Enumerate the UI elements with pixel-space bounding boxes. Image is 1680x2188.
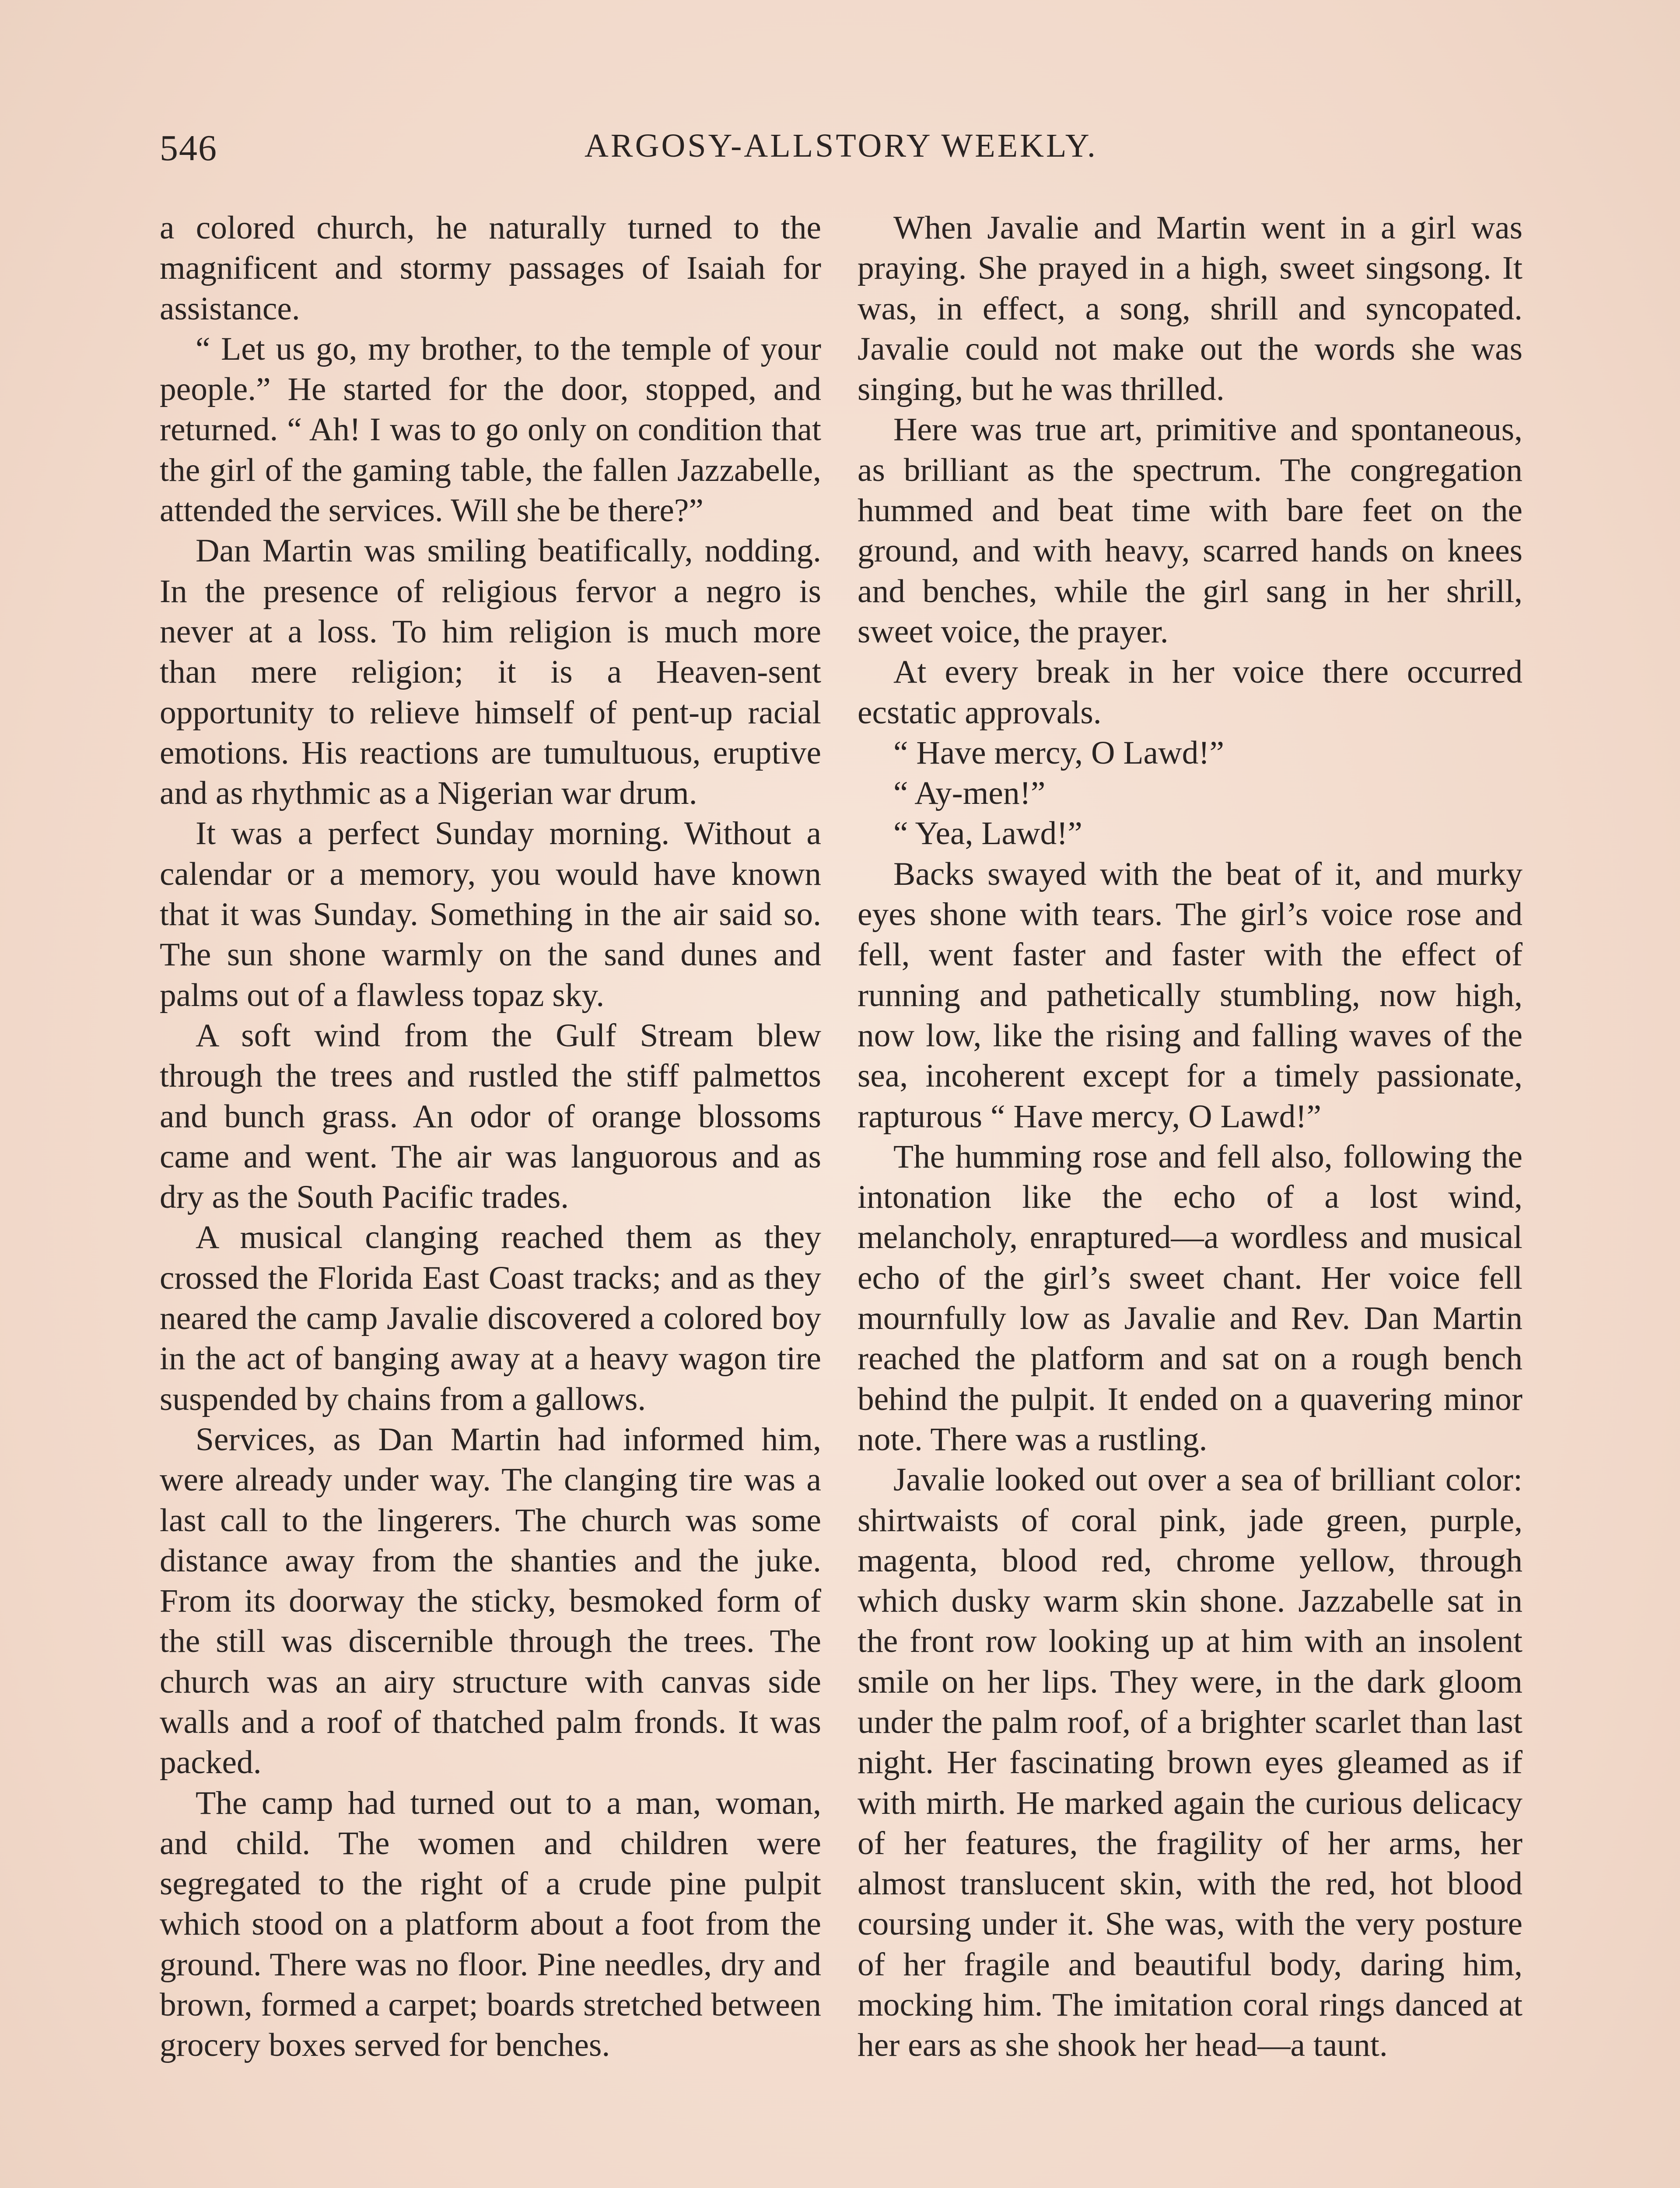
dialogue-line: “ Ay-men!” [893,775,1046,812]
paragraph: The humming rose and fell also, following the intonation like the echo of a lost wind, melancholy, enraptured—a wordless and musical echo of the girl’s sweet chant. Her voice fell mournfully low as Javalie and Rev. Dan Martin reached the platform and sat on a rough bench behind the pulpit. It ended on a quavering minor note. There was a rustling. [858,1138,1522,1458]
paragraph: It was a perfect Sunday morning. Without a calendar or a memory, you would have known that it was Sunday. Something in the air said so. The sun shone warmly on the sand dunes and palms out of a flawless topaz sky. [160,815,821,1013]
paragraph: A soft wind from the Gulf Stream blew through the trees and rustled the stiff palmettos and bunch grass. An odor of orange blossoms came and went. The air was languorous and as dry as the South Pacific trades. [160,1017,821,1216]
paragraph: Backs swayed with the beat of it, and murky eyes shone with tears. The girl’s voice rose and fell, went faster and faster with the effect of running and pathetically stumbling, now high, now low, like the rising and falling waves of the sea, incoherent except for a timely passionate, rapturous “ Have mercy, O Lawd!” [858,856,1522,1135]
left-column [160,208,821,2066]
paragraph: The camp had turned out to a man, woman, and child. The women and children were segregated to the right of a crude pine pulpit which stood on a platform about a foot from the ground. There was no floor. Pine needles, dry and brown, formed a carpet; boards stretched between grocery boxes served for benches. [160,1785,821,2064]
paragraph: Services, as Dan Martin had informed him, were already under way. The clanging tire was a last call to the lingerers. The church was some distance away from the shanties and the juke. From its doorway the sticky, besmoked form of the still was discernible through the trees. The church was an airy structure with canvas side walls and a roof of thatched palm fronds. It was packed. [160,1421,821,1781]
paragraph: At every break in her voice there occurred ecstatic approvals. [858,654,1522,731]
paragraph: When Javalie and Martin went in a girl was praying. She prayed in a high, sweet singsong. It was, in effect, a song, shrill and syncopated. Javalie could not make out the words she was singing, but he was thrilled. [858,210,1522,408]
page-number: 546 [160,128,217,168]
right-column [858,208,1522,2066]
paragraph: A musical clanging reached them as they crossed the Florida East Coast tracks; and as they neared the camp Javalie discovered a colored boy in the act of banging away at a heavy wagon tire suspended by chains from a gallows. [160,1219,821,1417]
dialogue-line: “ Have mercy, O Lawd!” [893,734,1224,771]
paragraph: a colored church, he naturally turned to the magnificent and stormy passages of Isaiah for assistance. [160,210,821,327]
paragraph: Javalie looked out over a sea of brilliant color: shirtwaists of coral pink, jade green, purple, magenta, blood red, chrome yellow, through which dusky warm skin shone. Jazzabelle sat in the front row looking up at him with an insolent smile on her lips. They were, in the dark gloom under the palm roof, of a brighter scarlet than last night. Her fascinating brown eyes gleamed as if with mirth. He marked again the curious delicacy of her features, the fragility of her arms, her almost translucent skin, with the red, hot blood coursing under it. She was, with the very posture of her fragile and beautiful body, daring him, mocking him. The imitation coral rings danced at her ears as she shook her head—a taunt. [858,1462,1522,2064]
paragraph: “ Let us go, my brother, to the temple of your people.” He started for the door, stopped, and returned. “ Ah! I was to go only on condition that the girl of the gaming table, the fallen Jazzabelle, attended the services. Will she be there?” [160,330,821,529]
paragraph: Here was true art, primitive and spontaneous, as brilliant as the spectrum. The congregation hummed and beat time with bare feet on the ground, and with heavy, scarred hands on knees and benches, while the girl sang in her shrill, sweet voice, the prayer. [858,411,1522,650]
paragraph: Dan Martin was smiling beatifically, nodding. In the presence of religious fervor a negro is never at a loss. To him religion is much more than mere religion; it is a Heaven-sent opportunity to relieve himself of pent-up racial emotions. His reactions are tumultuous, eruptive and as rhythmic as a Nigerian war drum. [160,533,821,812]
dialogue-line: “ Yea, Lawd!” [893,815,1082,852]
page-header [160,127,1522,175]
running-title: ARGOSY-ALLSTORY WEEKLY. [584,127,1098,164]
